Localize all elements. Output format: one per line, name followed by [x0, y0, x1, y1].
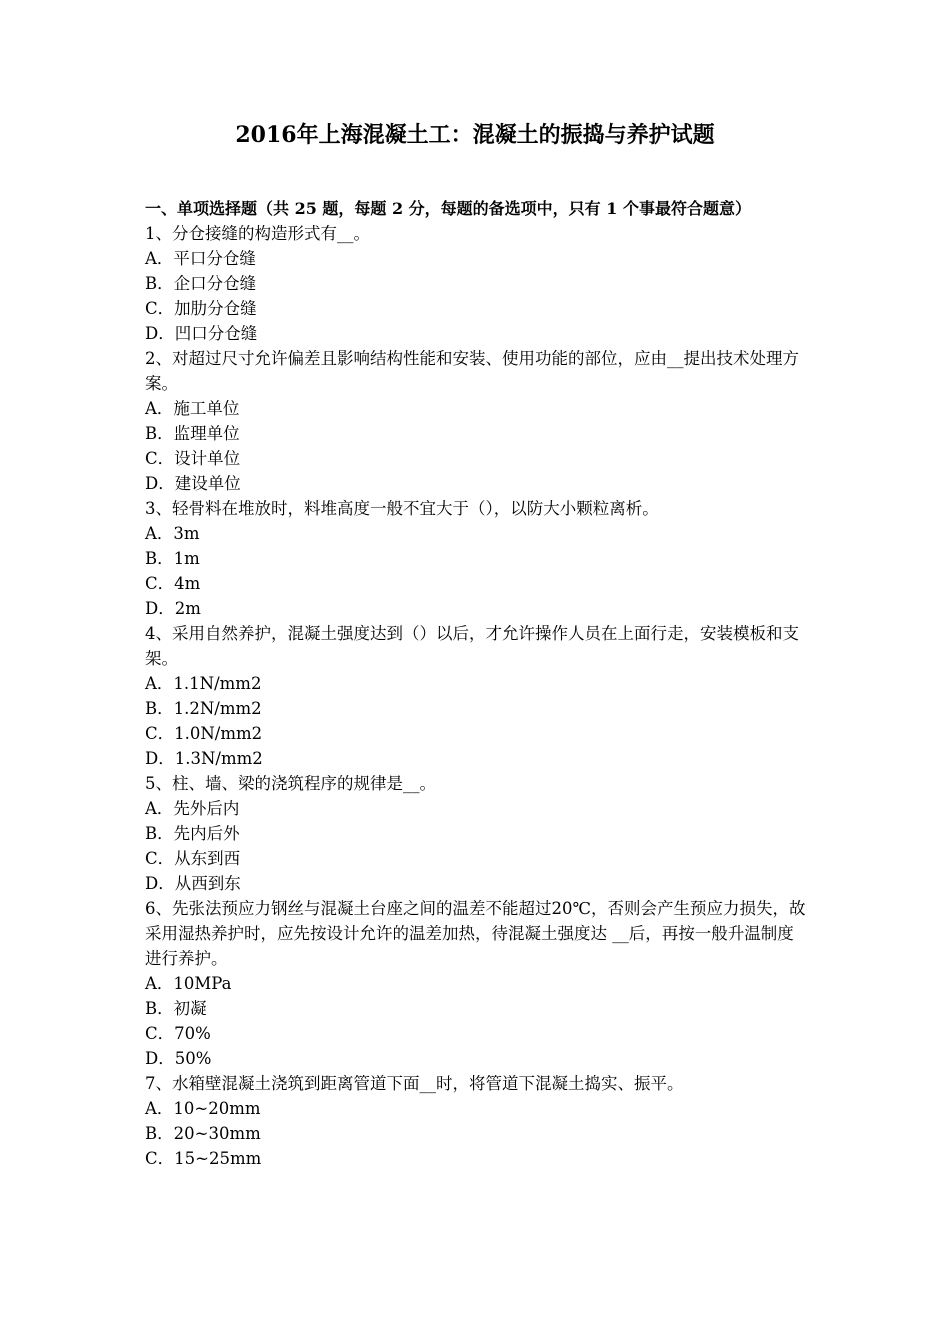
section-header: 一、单项选择题（共 25 题，每题 2 分，每题的备选项中，只有 1 个事最符合题意）: [145, 199, 751, 218]
option-c: C．设计单位: [145, 449, 241, 468]
option-d: D．从西到东: [145, 874, 241, 893]
document-title: 2016年上海混凝土工：混凝土的振捣与养护试题: [235, 122, 715, 148]
option-b: B．先内后外: [145, 824, 240, 843]
option-a: A．1.1N/mm2: [145, 674, 262, 693]
option-d: D．2m: [145, 599, 201, 618]
question-stem: 1、分仓接缝的构造形式有__。: [145, 224, 370, 243]
question-6: [145, 896, 810, 1071]
question-4: [145, 621, 810, 771]
option-b: B．1m: [145, 549, 200, 568]
option-c: C．加肋分仓缝: [145, 299, 257, 318]
option-b: B．20~30mm: [145, 1124, 261, 1143]
option-b: B．1.2N/mm2: [145, 699, 262, 718]
question-stem: 5、柱、墙、梁的浇筑程序的规律是__。: [145, 774, 436, 793]
question-5: [145, 771, 810, 896]
option-a: A．施工单位: [145, 399, 240, 418]
question-stem: 2、对超过尺寸允许偏差且影响结构性能和安装、使用功能的部位，应由__提出技术处理方案。: [145, 349, 799, 393]
option-a: A．10~20mm: [145, 1099, 261, 1118]
option-a: A．先外后内: [145, 799, 240, 818]
question-2: [145, 346, 810, 496]
option-a: A．3m: [145, 524, 200, 543]
option-b: B．监理单位: [145, 424, 240, 443]
option-d: D．50%: [145, 1049, 212, 1068]
option-c: C．从东到西: [145, 849, 241, 868]
option-c: C．4m: [145, 574, 201, 593]
option-c: C．1.0N/mm2: [145, 724, 263, 743]
option-a: A．10MPa: [145, 974, 232, 993]
question-stem: 4、采用自然养护，混凝土强度达到（）以后，才允许操作人员在上面行走，安装模板和支架。: [145, 624, 799, 668]
question-stem: 6、先张法预应力钢丝与混凝土台座之间的温差不能超过20℃，否则会产生预应力损失，故采用湿热养护时，应先按设计允许的温差加热，待混凝土强度达 __后，再按一般升温制度进行养护。: [145, 899, 806, 968]
option-b: B．企口分仓缝: [145, 274, 257, 293]
question-stem: 3、轻骨料在堆放时，料堆高度一般不宜大于（），以防大小颗粒离析。: [145, 499, 659, 518]
option-d: D．建设单位: [145, 474, 241, 493]
option-d: D．1.3N/mm2: [145, 749, 263, 768]
option-c: C．15~25mm: [145, 1149, 262, 1168]
question-stem: 7、水箱壁混凝土浇筑到距离管道下面__时，将管道下混凝土捣实、振平。: [145, 1074, 684, 1093]
option-a: A．平口分仓缝: [145, 249, 256, 268]
question-1: [145, 221, 810, 346]
option-b: B．初凝: [145, 999, 207, 1018]
question-3: [145, 496, 810, 621]
document-body: [145, 196, 810, 1171]
option-c: C．70%: [145, 1024, 211, 1043]
question-7: [145, 1071, 810, 1171]
option-d: D．凹口分仓缝: [145, 324, 258, 343]
